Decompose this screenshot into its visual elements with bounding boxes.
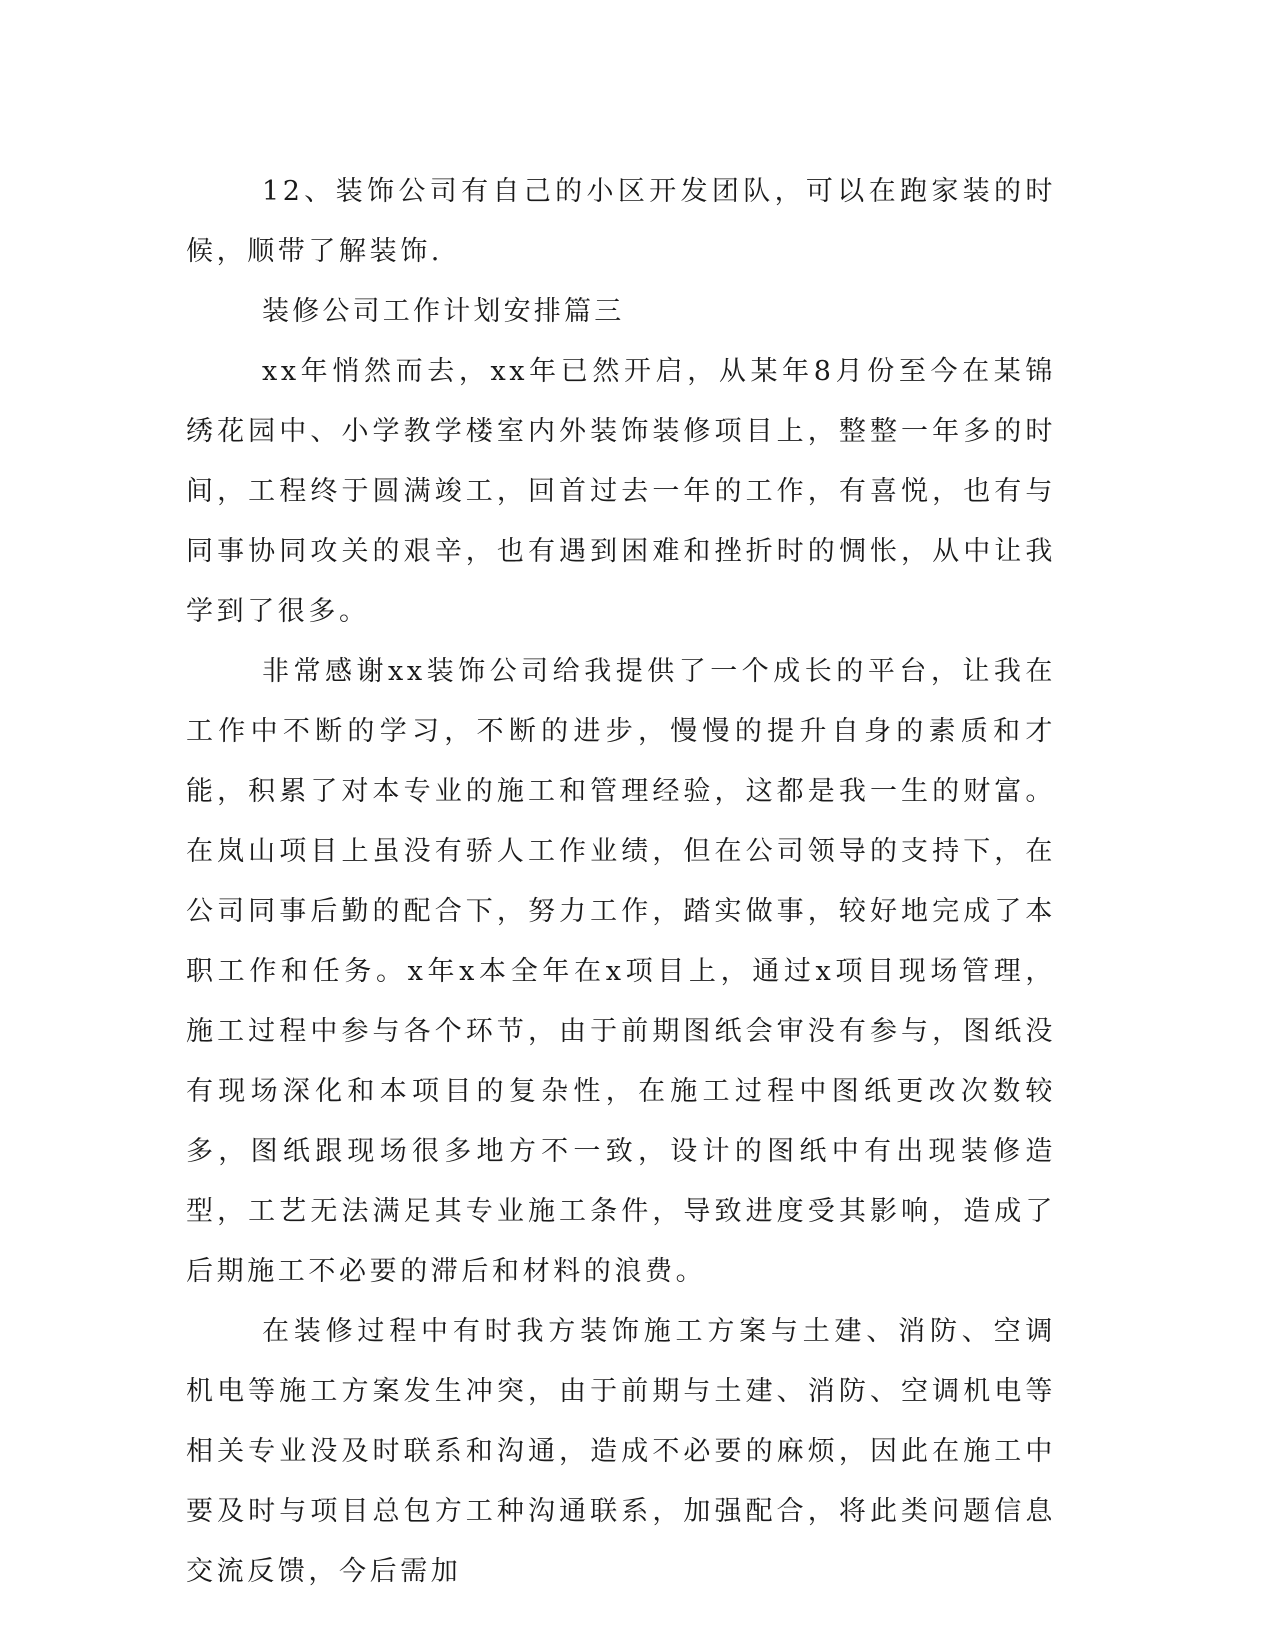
- paragraph-thanks: 非常感谢xx装饰公司给我提供了一个成长的平台，让我在工作中不断的学习，不断的进步，慢慢的提升自身的素质和才能，积累了对本专业的施工和管理经验，这都是我一生的财富。在岚山项目上虽没有骄人工作业绩，但在公司领导的支持下，在公司同事后勤的配合下，努力工作，踏实做事，较好地完成了本职工作和任务。x年x本全年在x项目上，通过x项目现场管理，施工过程中参与各个环节，由于前期图纸会审没有参与，图纸没有现场深化和本项目的复杂性，在施工过程中图纸更改次数较多，图纸跟现场很多地方不一致，设计的图纸中有出现装修造型，工艺无法满足其专业施工条件，导致进度受其影响，造成了后期施工不必要的滞后和材料的浪费。: [186, 656, 1056, 1287]
- document-body: [186, 162, 1056, 1602]
- paragraph-coordination: 在装修过程中有时我方装饰施工方案与土建、消防、空调机电等施工方案发生冲突，由于前期与土建、消防、空调机电等相关专业没及时联系和沟通，造成不必要的麻烦，因此在施工中要及时与项目总包方工种沟通联系，加强配合，将此类问题信息交流反馈，今后需加: [186, 1316, 1056, 1587]
- section-heading: 装修公司工作计划安排篇三: [262, 296, 625, 327]
- paragraph-intro: xx年悄然而去，xx年已然开启，从某年8月份至今在某锦绣花园中、小学教学楼室内外装饰装修项目上，整整一年多的时间，工程终于圆满竣工，回首过去一年的工作，有喜悦，也有与同事协同攻关的艰辛，也有遇到困难和挫折时的惆怅，从中让我学到了很多。: [186, 356, 1056, 627]
- paragraph-item-12: 12、装饰公司有自己的小区开发团队，可以在跑家装的时候，顺带了解装饰.: [186, 176, 1056, 267]
